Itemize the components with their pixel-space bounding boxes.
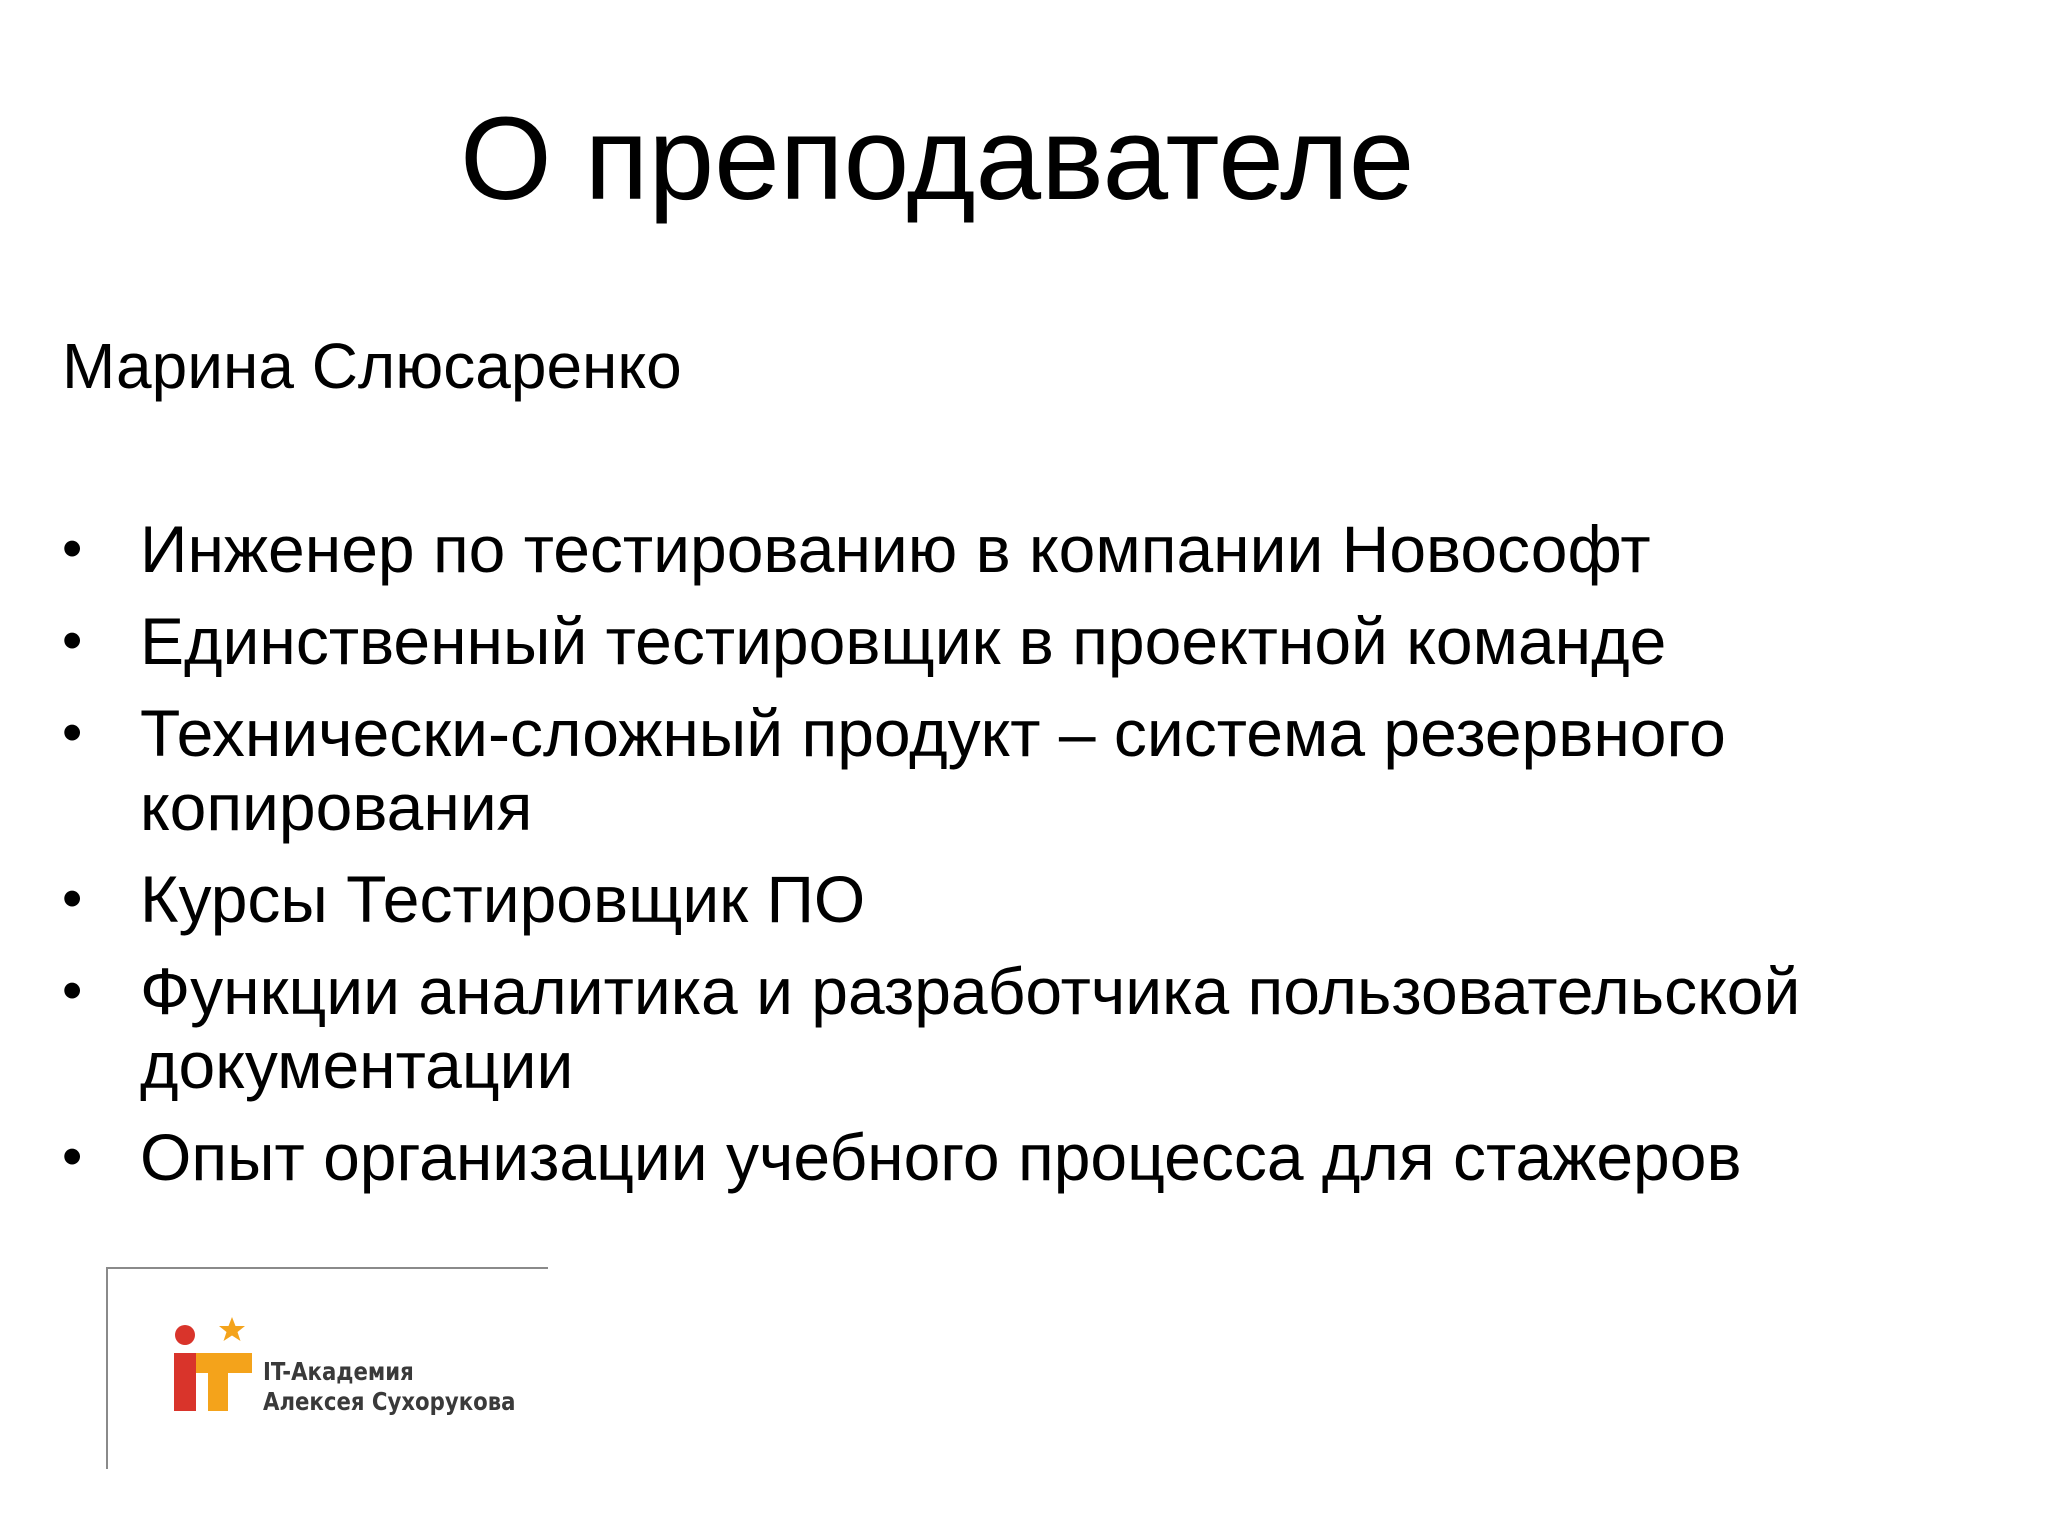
- list-item: [62, 512, 1962, 586]
- logo-text: [263, 1357, 516, 1417]
- list-item-text: Функции аналитика и разработчика пользовательской документации: [140, 954, 1801, 1102]
- slide-title: О преподавателе: [460, 93, 1415, 225]
- bullet-icon: •: [62, 700, 83, 765]
- list-item-text: Курсы Тестировщик ПО: [140, 862, 866, 936]
- bullet-icon: •: [62, 1124, 83, 1189]
- logo-block: [106, 1267, 548, 1469]
- list-item: [62, 1120, 1962, 1194]
- logo-i-stem: [174, 1353, 196, 1411]
- list-item-text: Единственный тестировщик в проектной команде: [140, 604, 1667, 678]
- logo-t-stem: [208, 1353, 228, 1411]
- bullet-list: [62, 512, 1962, 1212]
- star-icon: [219, 1317, 245, 1341]
- list-item: [62, 604, 1962, 678]
- list-item-text: Инженер по тестированию в компании Новософт: [140, 512, 1651, 586]
- list-item-text: Технически-сложный продукт – система резервного копирования: [140, 696, 1726, 844]
- logo-line-2: Алексея Сухорукова: [263, 1387, 516, 1416]
- bullet-icon: •: [62, 608, 83, 673]
- it-academy-logo-icon: [168, 1315, 264, 1415]
- logo-line-1: IT-Академия: [263, 1357, 414, 1386]
- bullet-icon: •: [62, 516, 83, 581]
- bullet-icon: •: [62, 958, 83, 1023]
- list-item-text: Опыт организации учебного процесса для стажеров: [140, 1120, 1742, 1194]
- teacher-name: Марина Слюсаренко: [62, 330, 682, 402]
- list-item: [62, 954, 1962, 1102]
- bullet-icon: •: [62, 866, 83, 931]
- logo-i-dot: [175, 1325, 195, 1345]
- list-item: [62, 862, 1962, 936]
- list-item: [62, 696, 1962, 844]
